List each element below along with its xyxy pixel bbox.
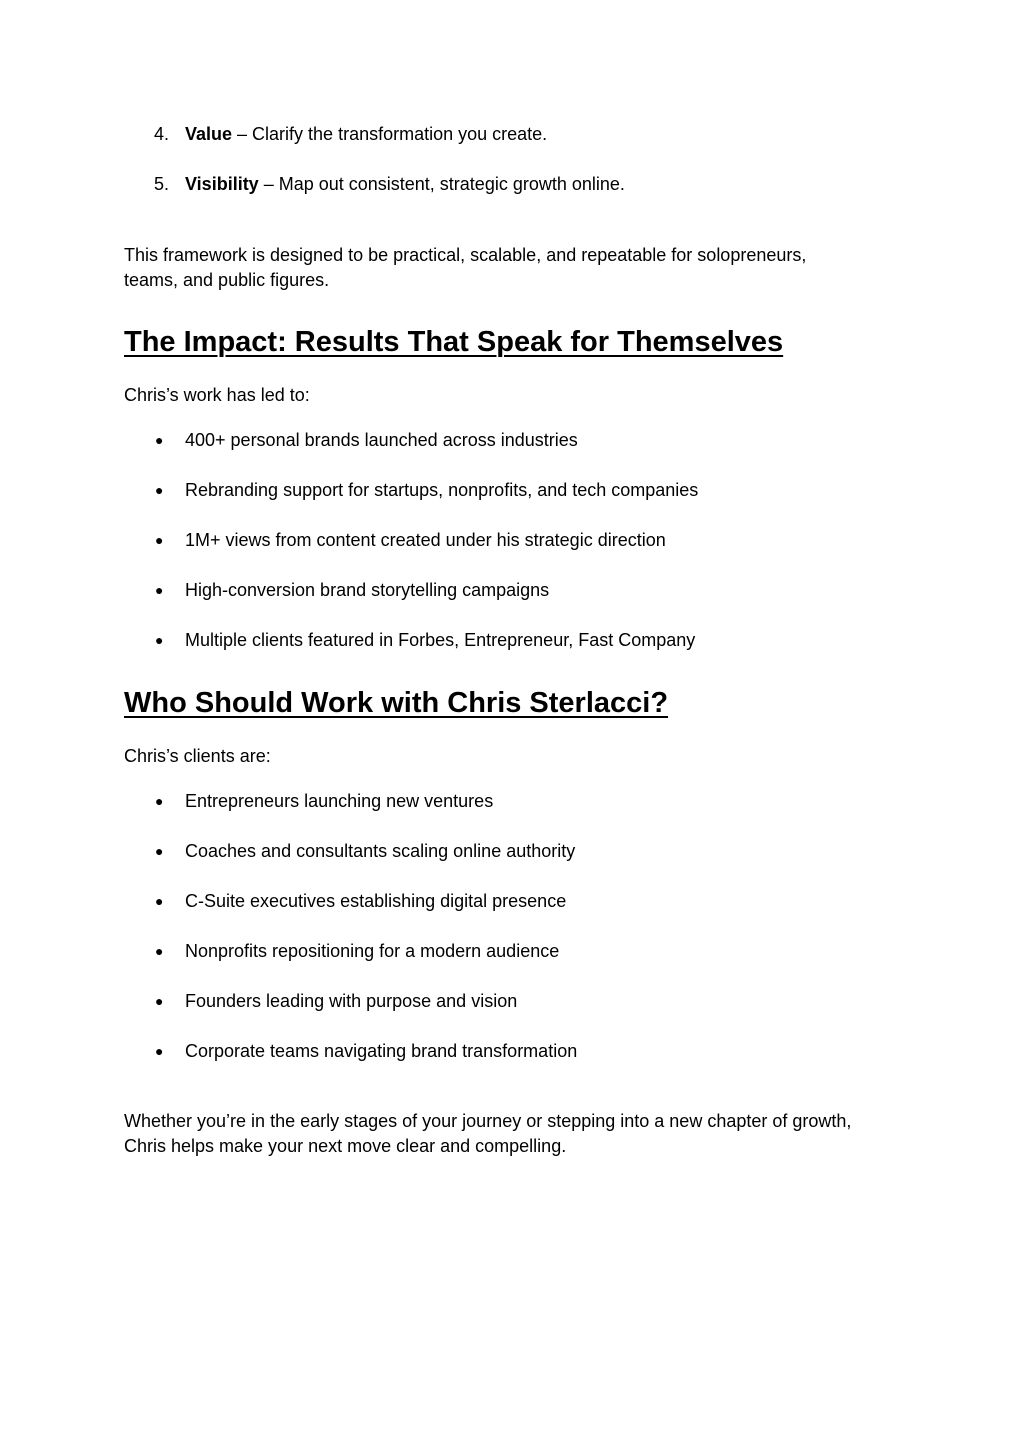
impact-bullet-item — [0, 478, 1024, 503]
list-item-term: Value — [185, 124, 233, 144]
list-item-text — [185, 172, 625, 197]
bullet-icon: ● — [155, 582, 164, 598]
bullet-text: Founders leading with purpose and vision — [185, 991, 518, 1011]
bullet-icon: ● — [155, 532, 164, 548]
clients-bullet-item — [0, 989, 1024, 1014]
impact-bullet-item — [0, 578, 1024, 603]
bullet-text: Coaches and consultants scaling online authority — [185, 841, 576, 861]
bullet-text: Rebranding support for startups, nonprofits, and tech companies — [185, 480, 699, 500]
bullet-text: Multiple clients featured in Forbes, Entrepreneur, Fast Company — [185, 630, 696, 650]
bullet-text: High-conversion brand storytelling campaigns — [185, 580, 550, 600]
closing-paragraph-line: Chris helps make your next move clear and compelling. — [124, 1136, 567, 1156]
bullet-icon: ● — [155, 943, 164, 959]
clients-bullet-item — [0, 789, 1024, 814]
clients-bullet-item — [0, 839, 1024, 864]
bullet-text: C-Suite executives establishing digital presence — [185, 891, 567, 911]
clients-bullet-item — [0, 939, 1024, 964]
bullet-text: 400+ personal brands launched across industries — [185, 430, 578, 450]
list-item-term: Visibility — [185, 174, 259, 194]
impact-intro: Chris’s work has led to: — [124, 385, 310, 405]
impact-bullet-item — [0, 528, 1024, 553]
impact-bullet-item — [0, 428, 1024, 453]
bullet-icon: ● — [155, 843, 164, 859]
framework-paragraph-line: This framework is designed to be practical, scalable, and repeatable for solopreneurs, — [124, 245, 807, 265]
bullet-icon: ● — [155, 482, 164, 498]
numbered-list-item — [0, 172, 1024, 197]
impact-heading: The Impact: Results That Speak for Themselves — [124, 326, 784, 358]
list-item-description: – Clarify the transformation you create. — [232, 124, 548, 144]
clients-intro: Chris’s clients are: — [124, 746, 271, 766]
framework-paragraph-line: teams, and public figures. — [124, 270, 330, 290]
bullet-text: 1M+ views from content created under his strategic direction — [185, 530, 666, 550]
bullet-text: Corporate teams navigating brand transformation — [185, 1041, 578, 1061]
clients-bullet-item — [0, 889, 1024, 914]
clients-bullet-item — [0, 1039, 1024, 1064]
closing-paragraph-line: Whether you’re in the early stages of your journey or stepping into a new chapter of growth, — [124, 1111, 852, 1131]
bullet-text: Entrepreneurs launching new ventures — [185, 791, 494, 811]
numbered-list-item — [0, 122, 1024, 147]
bullet-text: Nonprofits repositioning for a modern audience — [185, 941, 560, 961]
list-number: 5. — [154, 174, 170, 194]
bullet-icon: ● — [155, 893, 164, 909]
list-item-text — [185, 122, 547, 147]
bullet-icon: ● — [155, 993, 164, 1009]
bullet-icon: ● — [155, 1043, 164, 1059]
clients-heading: Who Should Work with Chris Sterlacci? — [124, 687, 669, 719]
impact-bullet-item — [0, 628, 1024, 653]
list-item-description: – Map out consistent, strategic growth online. — [258, 174, 625, 194]
list-number: 4. — [154, 124, 170, 144]
bullet-icon: ● — [155, 432, 164, 448]
bullet-icon: ● — [155, 793, 164, 809]
bullet-icon: ● — [155, 632, 164, 648]
